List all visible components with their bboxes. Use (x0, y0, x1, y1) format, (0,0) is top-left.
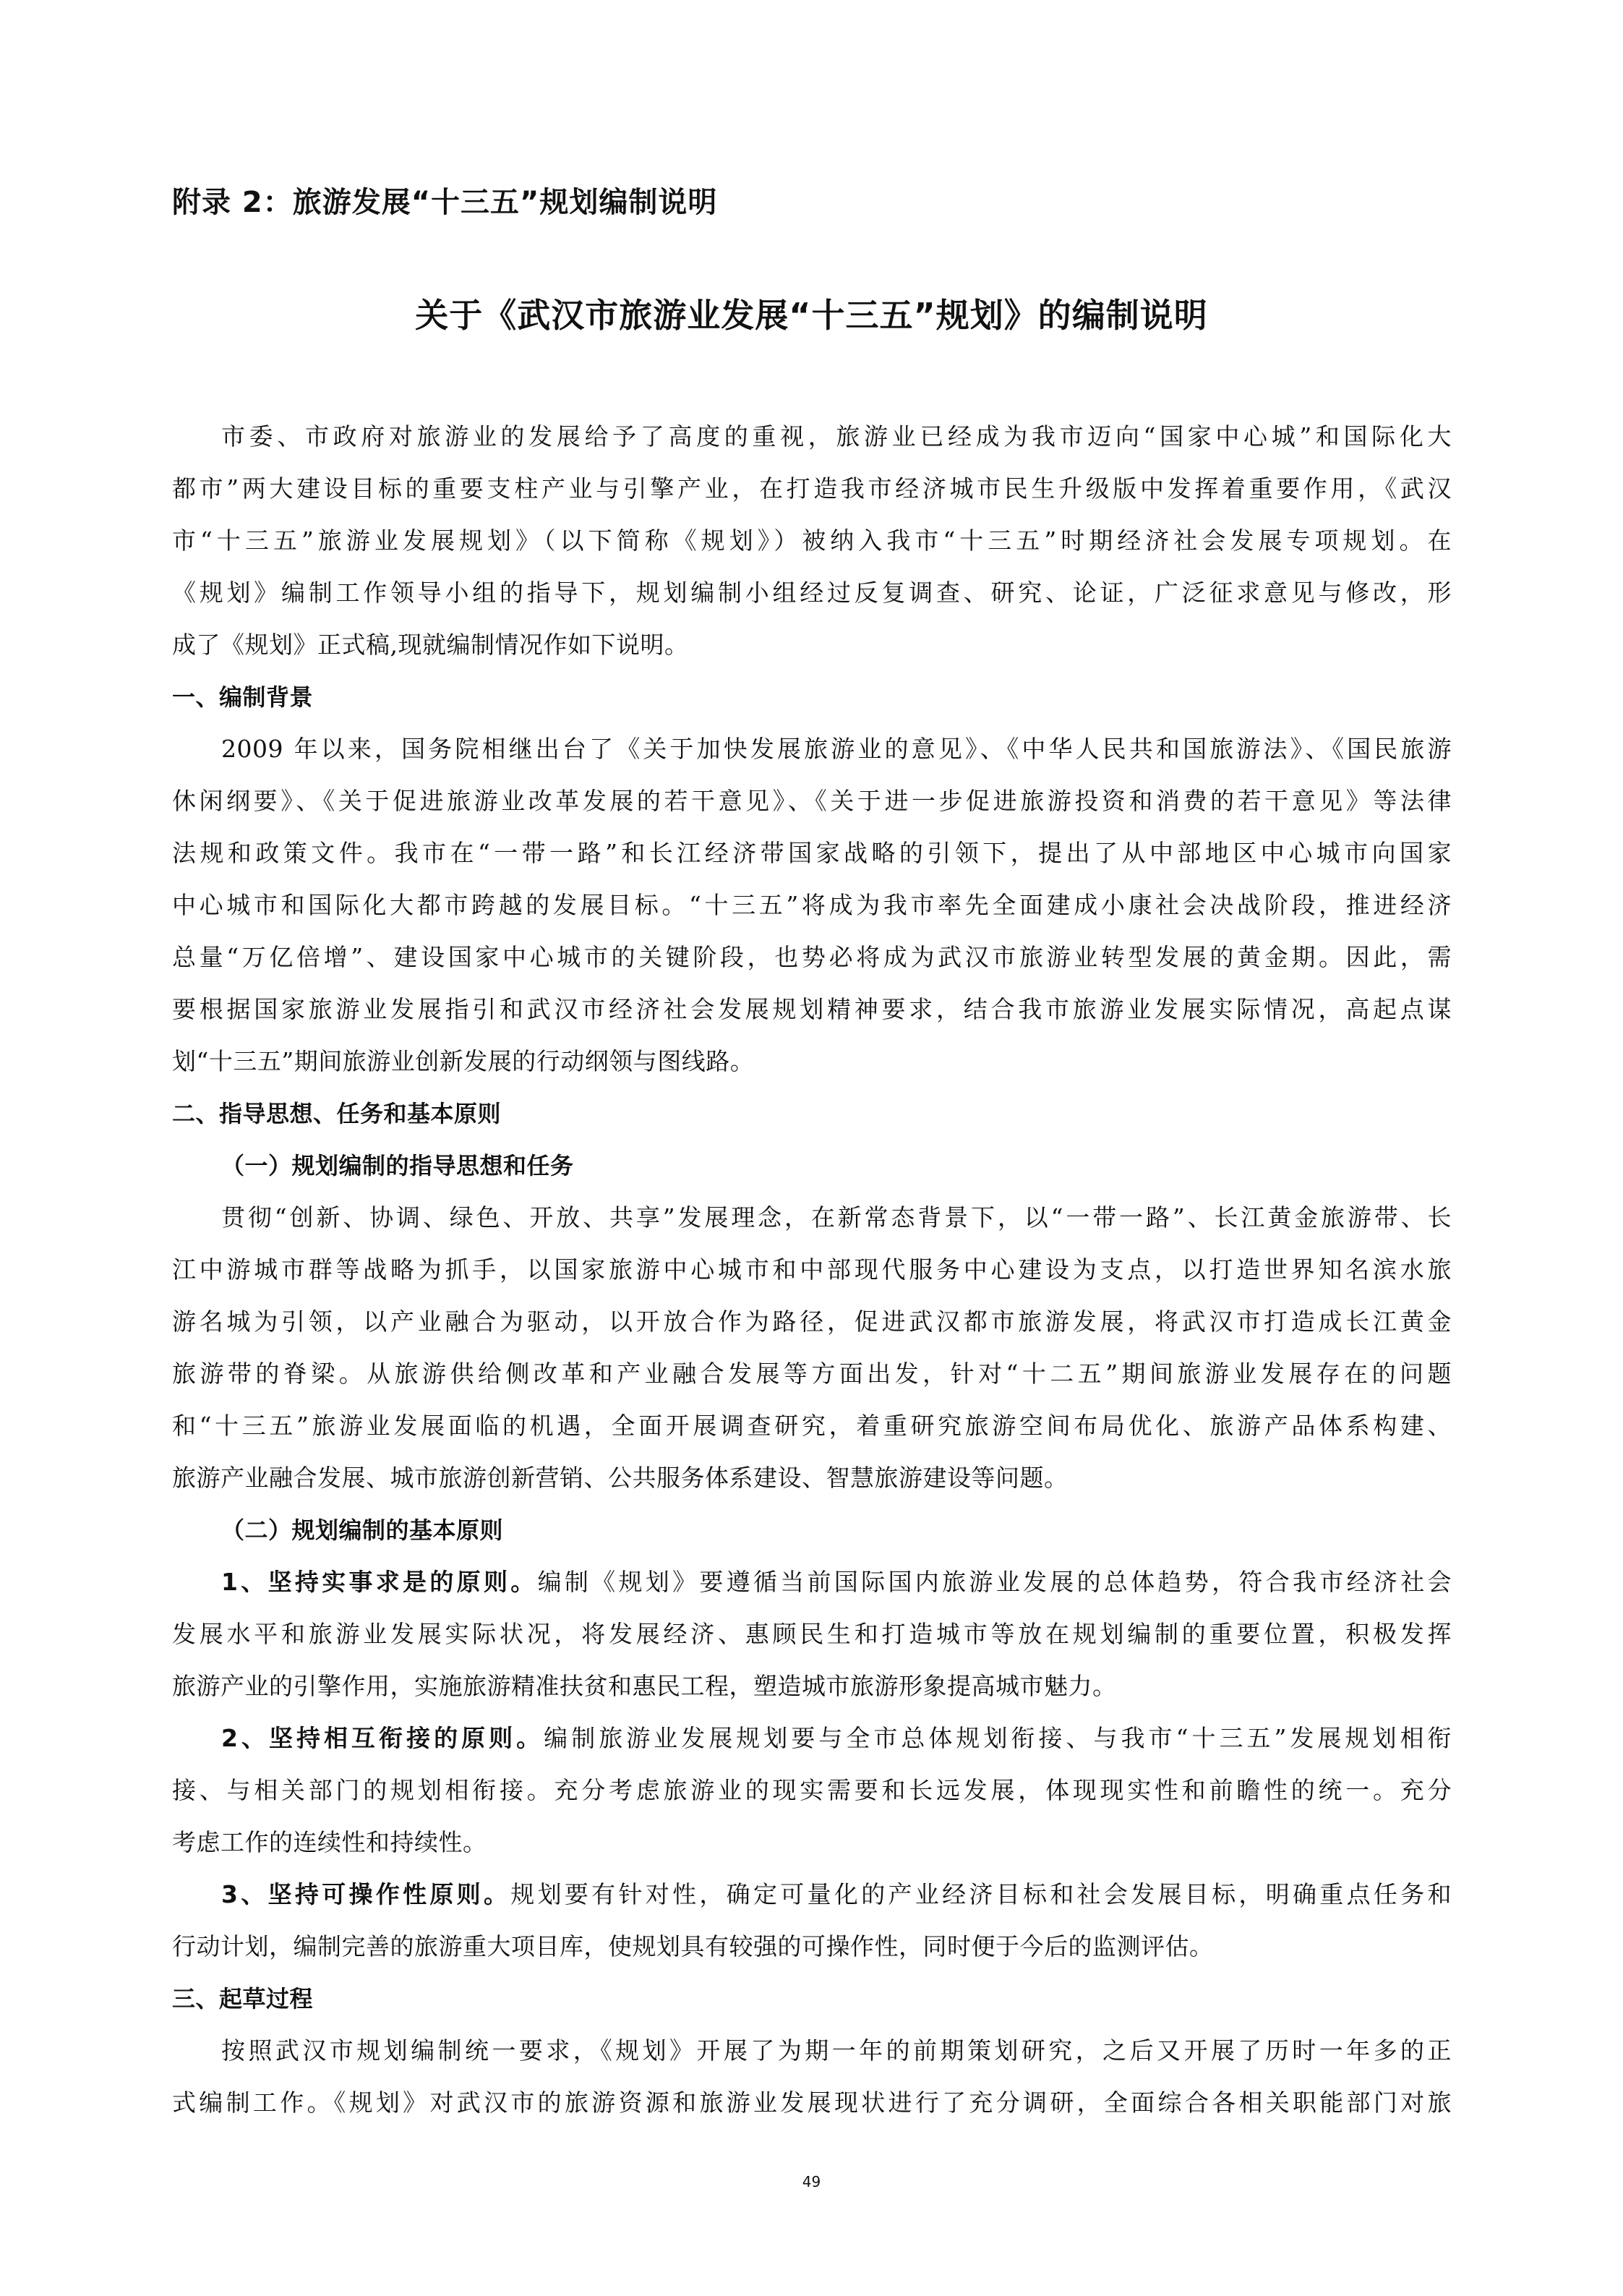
intro-paragraph (172, 411, 1452, 671)
background-paragraph (172, 723, 1452, 1088)
paragraph-line: 式编制工作。《规划》对武汉市的旅游资源和旅游业发展现状进行了充分调研，全面综合各相关职能部门对旅 (172, 2088, 1452, 2117)
paragraph-line: 划“十三五”期间旅游业创新发展的行动纲领与图线路。 (172, 1047, 755, 1075)
subsection-heading-basic-principles: （二）规划编制的基本原则 (221, 1516, 504, 1544)
paragraph-line: 市“十三五”旅游业发展规划》（以下简称《规划》）被纳入我市“十三五”时期经济社会发展专项规划。在 (172, 526, 1452, 555)
paragraph-line: 接、与相关部门的规划相衔接。充分考虑旅游业的现实需要和长远发展，体现现实性和前瞻性的统一。充分 (172, 1776, 1452, 1804)
paragraph-line: 成了《规划》正式稿,现就编制情况作如下说明。 (172, 631, 689, 659)
paragraph-line: 旅游产业融合发展、城市旅游创新营销、公共服务体系建设、智慧旅游建设等问题。 (172, 1464, 1069, 1492)
paragraph-line: 《规划》编制工作领导小组的指导下，规划编制小组经过反复调查、研究、论证，广泛征求意见与修改，形 (172, 579, 1452, 607)
paragraph-line: 按照武汉市规划编制统一要求，《规划》开展了为期一年的前期策划研究，之后又开展了历时一年多的正 (221, 2036, 1452, 2065)
section-heading-drafting-process: 三、起草过程 (172, 1985, 314, 2013)
document-body (172, 411, 1452, 2129)
page-number: 49 (802, 2173, 821, 2190)
paragraph-line: 法规和政策文件。我市在“一带一路”和长江经济带国家战略的引领下，提出了从中部地区中心城市向国家 (172, 839, 1452, 867)
principle-lead: 2、坚持相互衔接的原则。 (221, 1724, 544, 1752)
paragraph-line: 和“十三五”旅游业发展面临的机遇，全面开展调查研究，着重研究旅游空间布局优化、旅游产品体系构建、 (172, 1412, 1452, 1440)
paragraph-line (172, 1712, 1452, 1764)
paragraph-line: 旅游产业的引擎作用，实施旅游精准扶贫和惠民工程，塑造城市旅游形象提高城市魅力。 (172, 1672, 1117, 1700)
paragraph-line: 旅游带的脊梁。从旅游供给侧改革和产业融合发展等方面出发，针对“十二五”期间旅游业发展存在的问题 (172, 1360, 1452, 1388)
paragraph-line: 贯彻“创新、协调、绿色、开放、共享”发展理念，在新常态背景下，以“一带一路”、长江黄金旅游带、长 (221, 1203, 1452, 1232)
paragraph-line: 行动计划，编制完善的旅游重大项目库，使规划具有较强的可操作性，同时便于今后的监测评估。 (172, 1932, 1214, 1960)
appendix-title: 附录 2：旅游发展“十三五”规划编制说明 (172, 186, 718, 219)
document-title: 关于《武汉市旅游业发展“十三五”规划》的编制说明 (415, 296, 1208, 335)
principle-text: 编制《规划》要遵循当前国际国内旅游业发展的总体趋势，符合我市经济社会 (537, 1568, 1452, 1596)
paragraph-line: 市委、市政府对旅游业的发展给予了高度的重视，旅游业已经成为我市迈向“国家中心城”和国际化大 (221, 422, 1452, 451)
paragraph-line (172, 1556, 1452, 1608)
paragraph-line: 总量“万亿倍增”、建设国家中心城市的关键阶段，也势必将成为武汉市旅游业转型发展的黄金期。因此，需 (172, 943, 1452, 971)
drafting-paragraph (172, 2025, 1452, 2129)
paragraph-line: 休闲纲要》、《关于促进旅游业改革发展的若干意见》、《关于进一步促进旅游投资和消费的若干意见》等法律 (172, 787, 1452, 815)
paragraph-line: 游名城为引领，以产业融合为驱动，以开放合作为路径，促进武汉都市旅游发展，将武汉市打造成长江黄金 (172, 1307, 1452, 1336)
section-heading-guiding-principles: 二、指导思想、任务和基本原则 (172, 1100, 502, 1127)
paragraph-line: 中心城市和国际化大都市跨越的发展目标。“十三五”将成为我市率先全面建成小康社会决战阶段，推进经济 (172, 891, 1452, 919)
principle-3 (172, 1869, 1452, 1973)
paragraph-line: 要根据国家旅游业发展指引和武汉市经济社会发展规划精神要求，结合我市旅游业发展实际情况，高起点谋 (172, 995, 1452, 1023)
paragraph-line: 考虑工作的连续性和持续性。 (172, 1828, 487, 1856)
paragraph-line (172, 1869, 1452, 1921)
paragraph-line: 江中游城市群等战略为抓手，以国家旅游中心城市和中部现代服务中心建设为支点，以打造世界知名滨水旅 (172, 1255, 1452, 1284)
paragraph-line: 发展水平和旅游业发展实际状况，将发展经济、惠顾民生和打造城市等放在规划编制的重要位置，积极发挥 (172, 1620, 1452, 1648)
principle-lead: 3、坚持可操作性原则。 (221, 1880, 511, 1908)
principle-2 (172, 1712, 1452, 1869)
section-heading-background: 一、编制背景 (172, 683, 314, 711)
principle-1 (172, 1556, 1452, 1712)
paragraph-line: 都市”两大建设目标的重要支柱产业与引擎产业，在打造我市经济城市民生升级版中发挥着重要作用，《武汉 (172, 474, 1452, 503)
principle-text: 编制旅游业发展规划要与全市总体规划衔接、与我市“十三五”发展规划相衔 (544, 1724, 1452, 1752)
subsection-heading-guiding-ideology: （一）规划编制的指导思想和任务 (221, 1152, 574, 1179)
guiding-ideology-paragraph (172, 1192, 1452, 1504)
paragraph-line: 2009 年以来，国务院相继出台了《关于加快发展旅游业的意见》、《中华人民共和国旅游法》、《国民旅游 (221, 735, 1452, 763)
principle-text: 规划要有针对性，确定可量化的产业经济目标和社会发展目标，明确重点任务和 (510, 1880, 1452, 1908)
principle-lead: 1、坚持实事求是的原则。 (221, 1568, 538, 1596)
